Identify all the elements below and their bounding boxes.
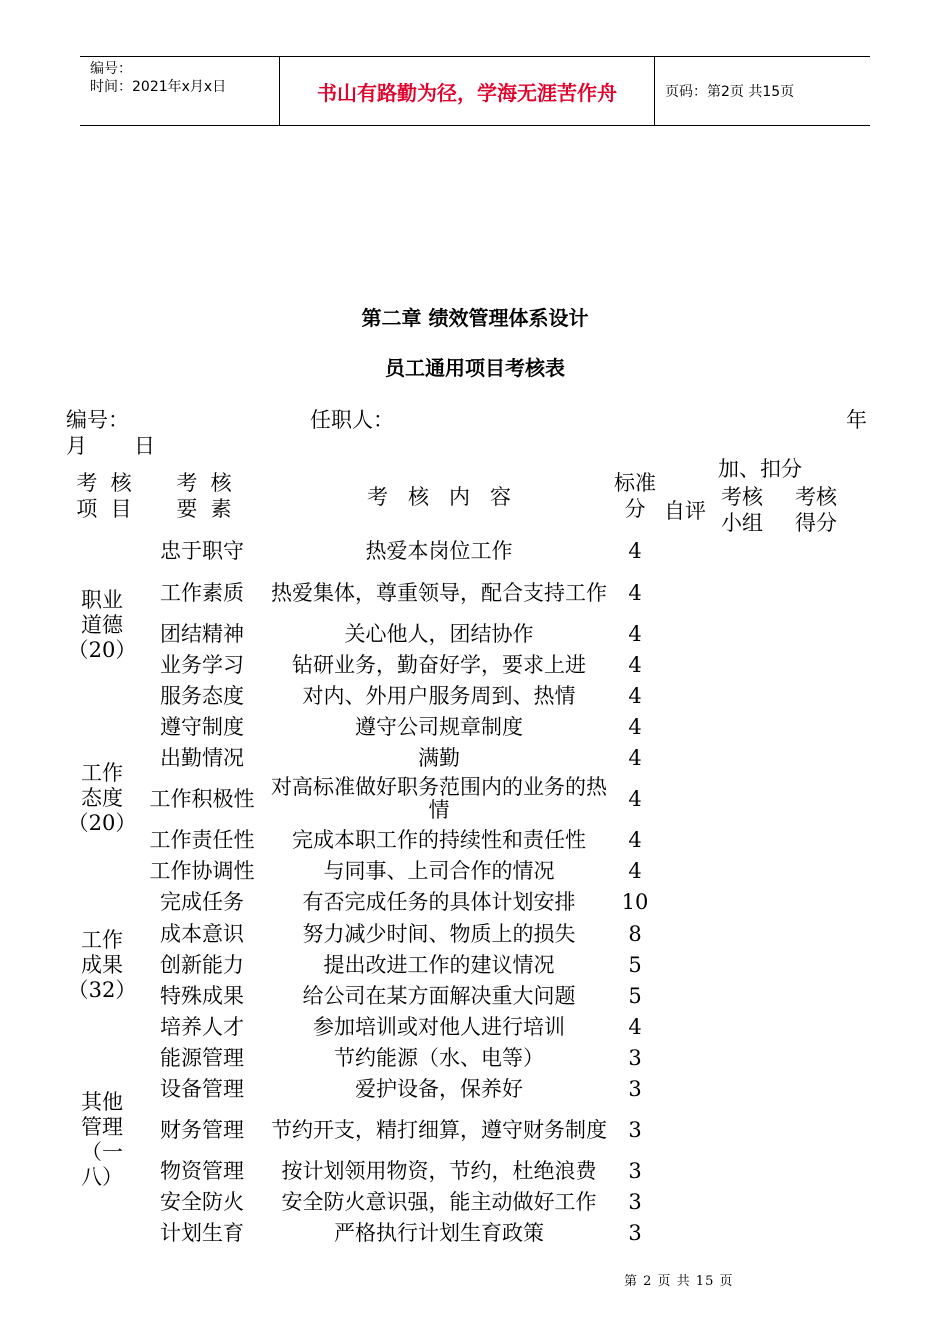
cell-score: 4 [628, 652, 642, 677]
table-row [66, 681, 876, 712]
cell-score: 4 [628, 786, 642, 811]
table-row [66, 743, 876, 774]
cell-score: 4 [628, 858, 642, 883]
header-item: 考 核 项 目 [76, 471, 132, 521]
header-element: 考 核 要 素 [176, 471, 232, 521]
group-label: 工作 态度 （20） [67, 760, 137, 835]
cell-element: 工作积极性 [149, 786, 255, 811]
header-group: 考核 小组 [721, 485, 763, 535]
cell-element: 服务态度 [160, 683, 244, 708]
group-label: 其他 管理 （一 八） [81, 1090, 123, 1189]
cell-element: 财务管理 [160, 1117, 244, 1142]
meta-month: 月 [66, 434, 87, 458]
cell-content: 关心他人，团结协作 [344, 621, 534, 646]
cell-element: 忠于职守 [160, 538, 244, 563]
cell-content: 严格执行计划生育政策 [334, 1220, 544, 1245]
table-row [66, 1043, 876, 1074]
table-row [66, 536, 876, 567]
table-row [66, 1012, 876, 1043]
cell-content: 爱护设备，保养好 [355, 1076, 523, 1101]
table-row [66, 1074, 876, 1105]
cell-score: 10 [621, 889, 649, 914]
cell-element: 特殊成果 [160, 983, 244, 1008]
table-row [66, 1187, 876, 1218]
cell-element: 安全防火 [160, 1189, 244, 1214]
table-row [66, 981, 876, 1012]
meta-code: 编号： [66, 408, 129, 432]
cell-score: 3 [628, 1158, 642, 1183]
cell-content: 热爱本岗位工作 [365, 538, 513, 563]
cell-content: 满勤 [418, 745, 460, 770]
cell-element: 设备管理 [160, 1076, 244, 1101]
table-row [66, 619, 876, 650]
cell-element: 遵守制度 [160, 714, 244, 739]
form-title: 员工通用项目考核表 [385, 356, 565, 380]
cell-score: 4 [628, 621, 642, 646]
table-row [66, 568, 876, 618]
cell-content: 安全防火意识强，能主动做好工作 [281, 1189, 597, 1214]
cell-element: 业务学习 [160, 652, 244, 677]
cell-score: 4 [628, 538, 642, 563]
cell-score: 8 [628, 921, 642, 946]
cell-score: 4 [628, 683, 642, 708]
cell-element: 工作素质 [160, 580, 244, 605]
cell-element: 工作协调性 [149, 858, 255, 883]
cell-score: 3 [628, 1117, 642, 1142]
table-row [66, 825, 876, 856]
cell-content: 努力减少时间、物质上的损失 [302, 921, 576, 946]
cell-element: 出勤情况 [160, 745, 244, 770]
cell-content: 有否完成任务的具体计划安排 [302, 889, 576, 914]
meta-day: 日 [134, 434, 155, 458]
cell-score: 4 [628, 1014, 642, 1039]
group-label: 职业 道德 （20） [67, 587, 137, 662]
meta-year: 年 [846, 408, 867, 432]
table-row [66, 856, 876, 887]
cell-content: 完成本职工作的持续性和责任性 [292, 827, 586, 852]
cell-score: 3 [628, 1220, 642, 1245]
header-page-info: 页码：第2页 共15页 [665, 84, 795, 100]
cell-score: 5 [628, 952, 642, 977]
cell-element: 创新能力 [160, 952, 244, 977]
table-row [66, 650, 876, 681]
header-final: 考核 得分 [795, 485, 837, 535]
cell-element: 能源管理 [160, 1045, 244, 1070]
table-row [66, 1218, 876, 1249]
page-header [80, 56, 870, 126]
cell-score: 4 [628, 714, 642, 739]
cell-score: 3 [628, 1189, 642, 1214]
cell-element: 培养人才 [160, 1014, 244, 1039]
cell-content: 与同事、上司合作的情况 [323, 858, 555, 883]
cell-score: 3 [628, 1076, 642, 1101]
cell-content: 对内、外用户服务周到、热情 [302, 683, 576, 708]
header-adjust: 加、扣分 [718, 457, 802, 481]
header-self: 自评 [664, 499, 706, 523]
cell-content: 按计划领用物资，节约，杜绝浪费 [281, 1158, 597, 1183]
cell-content: 热爱集体，尊重领导，配合支持工作 [271, 580, 607, 605]
cell-element: 团结精神 [160, 621, 244, 646]
cell-score: 4 [628, 827, 642, 852]
cell-element: 物资管理 [160, 1158, 244, 1183]
cell-element: 工作责任性 [149, 827, 255, 852]
cell-content: 提出改进工作的建议情况 [323, 952, 555, 977]
table-row [66, 1156, 876, 1187]
cell-content: 对高标准做好职务范围内的业务的热情 [271, 775, 607, 822]
header-motto: 书山有路勤为径，学海无涯苦作舟 [280, 57, 655, 125]
meta-employee: 任职人： [310, 408, 394, 432]
cell-content: 钻研业务，勤奋好学，要求上进 [292, 652, 586, 677]
table-row [66, 774, 876, 824]
header-code-label: 编号： [90, 61, 132, 77]
cell-element: 计划生育 [160, 1220, 244, 1245]
cell-element: 成本意识 [160, 921, 244, 946]
table-row [66, 712, 876, 743]
cell-content: 给公司在某方面解决重大问题 [302, 983, 576, 1008]
header-time-label: 时间：2021年x月x日 [90, 79, 227, 95]
cell-content: 遵守公司规章制度 [355, 714, 523, 739]
table-row [66, 887, 876, 918]
chapter-title: 第二章 绩效管理体系设计 [361, 306, 589, 330]
table-row [66, 1105, 876, 1155]
header-left [80, 57, 280, 125]
cell-element: 完成任务 [160, 889, 244, 914]
header-content: 考 核 内 容 [366, 485, 512, 509]
table-row [66, 919, 876, 950]
header-score: 标准 分 [614, 471, 656, 521]
cell-score: 3 [628, 1045, 642, 1070]
group-label: 工作 成果 （32） [67, 927, 137, 1002]
cell-content: 参加培训或对他人进行培训 [313, 1014, 565, 1039]
table-row [66, 950, 876, 981]
cell-content: 节约能源（水、电等） [334, 1045, 544, 1070]
cell-score: 5 [628, 983, 642, 1008]
page-footer: 第 2 页 共 15 页 [624, 1274, 734, 1289]
cell-score: 4 [628, 580, 642, 605]
cell-content: 节约开支，精打细算，遵守财务制度 [271, 1117, 607, 1142]
cell-score: 4 [628, 745, 642, 770]
